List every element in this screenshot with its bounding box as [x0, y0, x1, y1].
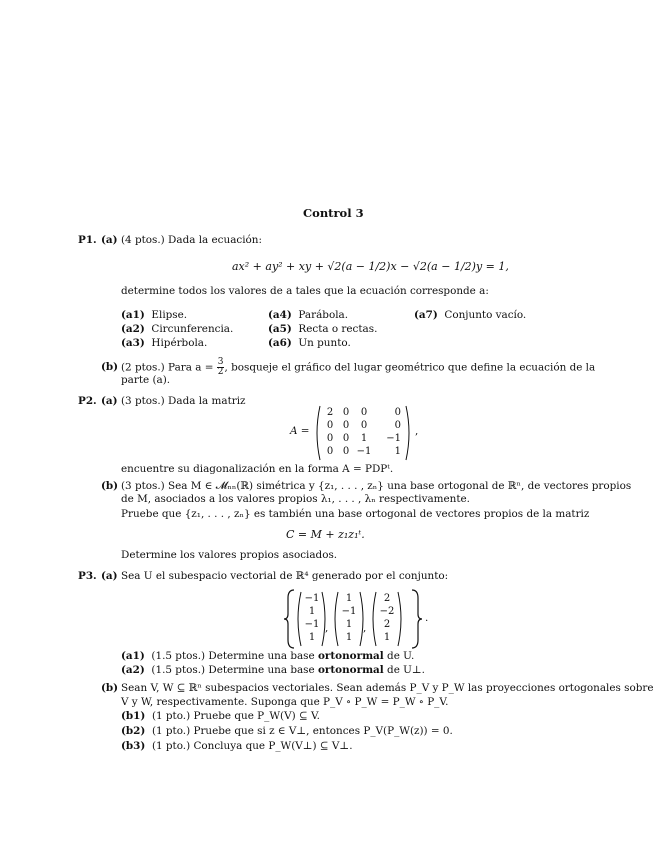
matrix-cell: 0: [326, 420, 334, 431]
option-label: (a2): [121, 323, 145, 335]
matrix-cell: 0: [394, 407, 401, 418]
p2-a-text: (3 ptos.) Dada la matriz: [121, 395, 246, 407]
p1-a-after: determine todos los valores de a tales que la ecuación corresponde a:: [121, 285, 489, 297]
p2-a-label: (a): [101, 395, 118, 407]
p1-equation: ax² + ay² + xy + √2(a − 1/2)x − √2(a − 1/2)y = 1,: [232, 260, 509, 273]
vector-entry: 2: [383, 593, 391, 604]
item-text: (1 pto.) Pruebe que si z ∈ V⊥, entonces P_V(P_W(z)) = 0.: [151, 725, 453, 737]
vector-entry: 1: [345, 619, 353, 630]
matrix-cell: 0: [360, 420, 368, 431]
vector-entry: −1: [304, 593, 320, 604]
item-label: (a1): [121, 650, 145, 662]
p1-a-text: (4 ptos.) Dada la ecuación:: [121, 234, 262, 246]
item-post: de U⊥.: [383, 664, 425, 676]
vector-entry: 1: [308, 632, 316, 643]
matrix-cell: 1: [394, 446, 401, 457]
matrix-cell: 0: [326, 433, 334, 444]
item-text: (1 pto.) Pruebe que P_W(V) ⊆ V.: [151, 710, 320, 722]
set-period: .: [425, 612, 429, 624]
matrix-cell: 0: [342, 407, 350, 418]
p3-b-line2: V y W, respectivamente. Suponga que P_V ∘ P_W = P_W ∘ P_V.: [121, 696, 449, 708]
option-label: (a1): [121, 309, 145, 321]
option-label: (a7): [414, 309, 438, 321]
p3-label: P3.: [78, 570, 97, 582]
option-text: Un punto.: [298, 337, 351, 349]
vector-entry: 1: [345, 593, 353, 604]
p3-a-text: Sea U el subespacio vectorial de ℝ⁴ generado por el conjunto:: [121, 570, 449, 582]
matrix-cell: −1: [356, 446, 372, 457]
matrix-cell: 0: [326, 446, 334, 457]
option-label: (a6): [268, 337, 292, 349]
item-pre: (1.5 ptos.) Determine una base: [151, 650, 318, 662]
p3-a-label: (a): [101, 570, 118, 582]
option-text: Conjunto vacío.: [444, 309, 527, 321]
vector-entry: −2: [379, 606, 395, 617]
item-label: (b3): [121, 740, 146, 752]
option-a3: [121, 337, 207, 351]
option-a6: [268, 337, 351, 351]
p3-b-line1: Sean V, W ⊆ ℝⁿ subespacios vectoriales. Sean además P_V y P_W las proyecciones ortogonales sobre: [121, 682, 654, 694]
matrix-cell: 1: [360, 433, 368, 444]
p3-b-label: (b): [101, 682, 119, 694]
option-text: Parábola.: [298, 309, 349, 321]
p2-b-label: (b): [101, 480, 119, 492]
item-bold: ortonormal: [317, 650, 384, 662]
option-text: Elipse.: [151, 309, 188, 321]
matrix-name: A =: [290, 425, 310, 437]
p1-b-text: [121, 358, 595, 377]
item-label: (b2): [121, 725, 146, 737]
vector-1: [302, 592, 322, 644]
p1-label: P1.: [78, 234, 97, 246]
p3-a1: [121, 650, 414, 664]
vector-entry: 1: [308, 606, 316, 617]
option-a2: [121, 323, 233, 337]
matrix-cell: 2: [326, 407, 334, 418]
matrix-cell: 0: [342, 433, 350, 444]
p1-b-line2: parte (a).: [121, 374, 171, 386]
matrix-grid: [323, 406, 405, 458]
p2-b-equation: C = M + z₁z₁ᵗ.: [286, 528, 365, 541]
item-bold: ortonormal: [317, 664, 384, 676]
fraction-den: 2: [217, 367, 224, 377]
vector-entry: 2: [383, 619, 391, 630]
option-label: (a5): [268, 323, 292, 335]
item-post: de U.: [383, 650, 415, 662]
page-title: Control 3: [303, 206, 364, 220]
vector-entry: 1: [383, 632, 391, 643]
p1-b-label: (b): [101, 361, 119, 373]
p1-b-text-pre: (2 ptos.) Para a =: [121, 361, 217, 374]
p2-label: P2.: [78, 395, 97, 407]
vector-entry: 1: [345, 632, 353, 643]
vector-entry: −1: [341, 606, 357, 617]
option-a5: [268, 323, 377, 337]
option-label: (a4): [268, 309, 292, 321]
p2-b-line4: Determine los valores propios asociados.: [121, 549, 338, 561]
matrix-cell: 0: [394, 420, 401, 431]
matrix-cell: 0: [342, 420, 350, 431]
fraction-num: 3: [217, 357, 224, 367]
matrix-cell: 0: [360, 407, 368, 418]
option-a1: [121, 309, 187, 323]
p3-a2: [121, 664, 425, 678]
comma: ,: [363, 622, 367, 634]
matrix-cell: −1: [386, 433, 401, 444]
option-a4: [268, 309, 348, 323]
vector-set: [284, 588, 424, 650]
option-a7: [414, 309, 526, 323]
p3-b3: [121, 740, 353, 754]
p2-b-line3: Pruebe que {z₁, . . . , zₙ} es también una base ortogonal de vectores propios de la matriz: [121, 508, 590, 520]
option-label: (a3): [121, 337, 145, 349]
item-label: (b1): [121, 710, 146, 722]
matrix-comma: ,: [415, 425, 419, 437]
p2-a-after: encuentre su diagonalización en la forma A = PDPᵗ.: [121, 463, 394, 475]
vector-3: [377, 592, 397, 644]
vector-entry: −1: [304, 619, 320, 630]
vector-2: [339, 592, 359, 644]
option-text: Hipérbola.: [151, 337, 208, 349]
p1-a-label: (a): [101, 234, 118, 246]
option-text: Circunferencia.: [151, 323, 234, 335]
comma: ,: [325, 622, 329, 634]
item-text: (1 pto.) Concluya que P_W(V⊥) ⊆ V⊥.: [151, 740, 353, 752]
option-text: Recta o rectas.: [298, 323, 378, 335]
p3-b2: [121, 725, 453, 739]
p3-b1: [121, 710, 320, 724]
p1-b-text-post: , bosqueje el gráfico del lugar geométrico que define la ecuación de la: [224, 361, 596, 374]
p2-b-line1: (3 ptos.) Sea M ∈ 𝓜ₙₙ(ℝ) simétrica y {z₁, . . . , zₙ} una base ortogonal de ℝⁿ, de vectores propios: [121, 480, 632, 492]
p2-b-line2: de M, asociados a los valores propios λ₁, . . . , λₙ respectivamente.: [121, 493, 470, 505]
matrix-cell: 0: [342, 446, 350, 457]
item-pre: (1.5 ptos.) Determine una base: [151, 664, 318, 676]
item-label: (a2): [121, 664, 145, 676]
